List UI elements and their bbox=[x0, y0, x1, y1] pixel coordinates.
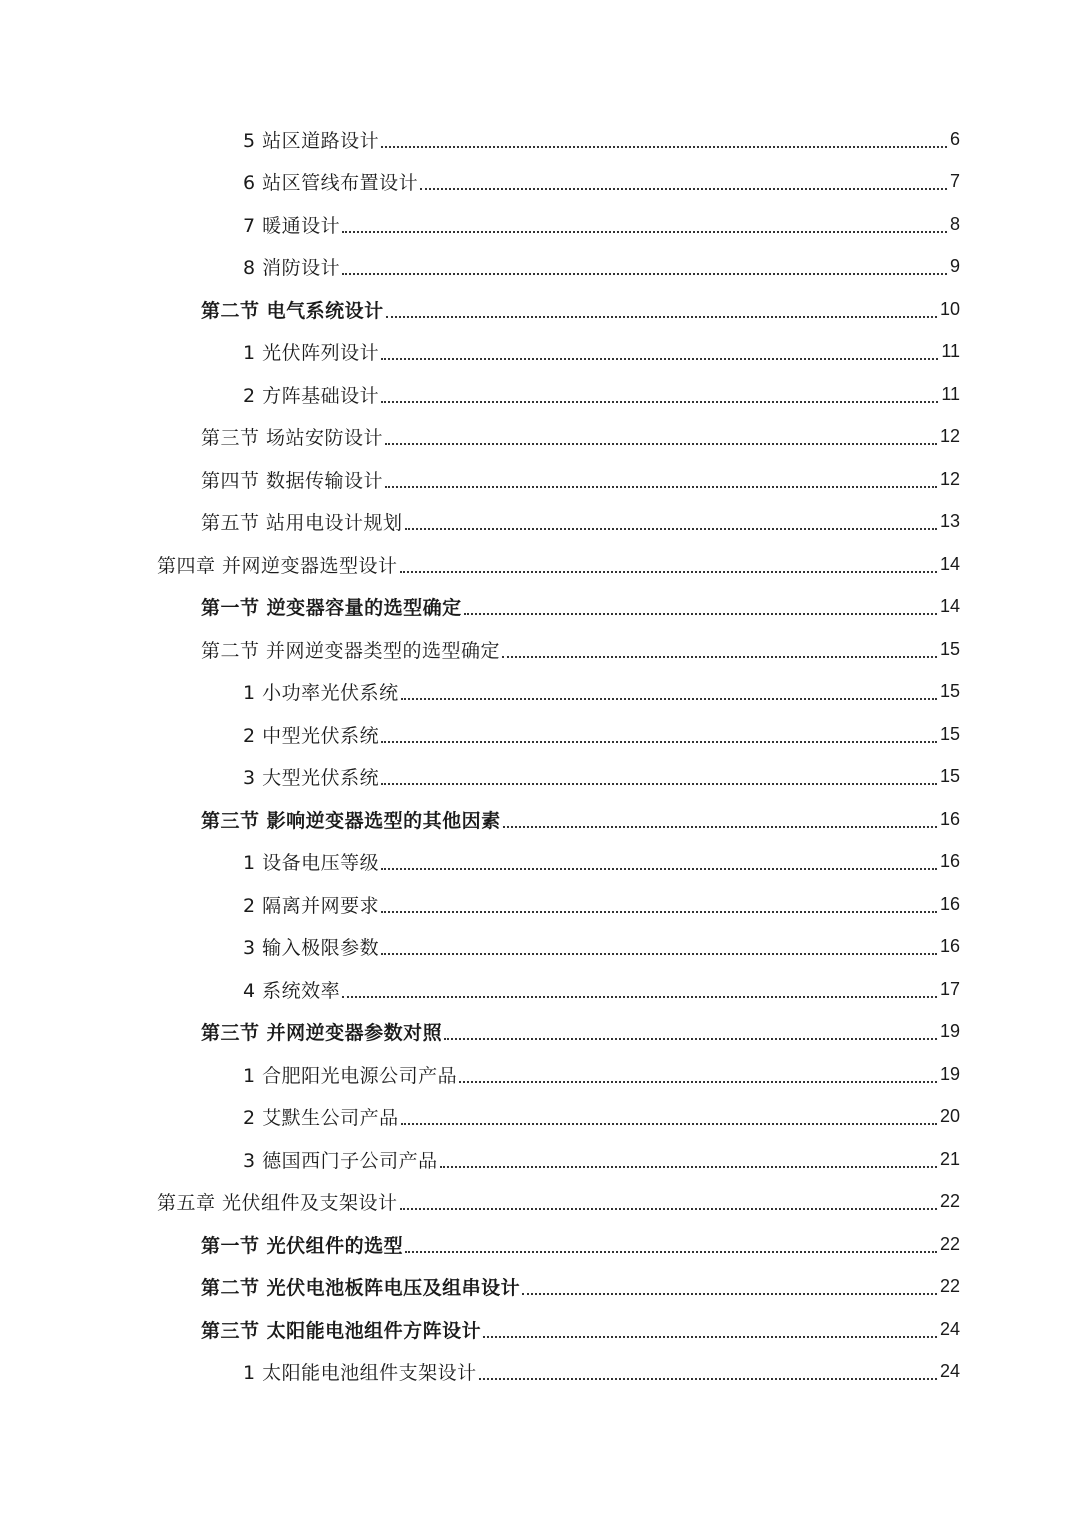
toc-section-entry[interactable] bbox=[0, 1223, 1080, 1266]
toc-dot-leader bbox=[386, 315, 937, 318]
toc-subsection-entry[interactable] bbox=[0, 756, 1080, 799]
toc-entry-title: 第二节 并网逆变器类型的选型确定 bbox=[201, 639, 501, 662]
toc-entry-title: 第一节 逆变器容量的选型确定 bbox=[201, 597, 462, 620]
toc-subsection-entry[interactable] bbox=[0, 161, 1080, 204]
toc-section-entry[interactable] bbox=[0, 288, 1080, 331]
toc-page-number: 16 bbox=[939, 893, 960, 914]
toc-dot-leader bbox=[342, 272, 947, 275]
toc-dot-leader bbox=[342, 230, 947, 233]
toc-subsection-entry[interactable] bbox=[0, 1053, 1080, 1096]
toc-section-entry[interactable] bbox=[0, 1266, 1080, 1309]
toc-entry-title: 8 消防设计 bbox=[243, 257, 341, 280]
toc-entry-title: 2 艾默生公司产品 bbox=[243, 1107, 399, 1130]
toc-page-number: 22 bbox=[939, 1191, 960, 1212]
toc-page-number: 24 bbox=[939, 1361, 960, 1382]
toc-dot-leader bbox=[440, 1165, 937, 1168]
toc-page-number: 9 bbox=[949, 256, 960, 277]
toc-entry-title: 第五章 光伏组件及支架设计 bbox=[157, 1192, 398, 1215]
toc-entry-title: 1 合肥阳光电源公司产品 bbox=[243, 1064, 458, 1087]
toc-entry-title: 第三节 影响逆变器选型的其他因素 bbox=[201, 809, 501, 832]
toc-dot-leader bbox=[381, 400, 938, 403]
toc-page-number: 7 bbox=[949, 171, 960, 192]
toc-page-number: 10 bbox=[939, 298, 960, 319]
toc-subsection-entry[interactable] bbox=[0, 968, 1080, 1011]
toc-page-number: 11 bbox=[941, 383, 960, 404]
toc-chapter-entry[interactable] bbox=[0, 543, 1080, 586]
table-of-contents bbox=[0, 118, 1080, 1393]
toc-dot-leader bbox=[483, 1335, 937, 1338]
toc-subsection-entry[interactable] bbox=[0, 373, 1080, 416]
toc-subsection-entry[interactable] bbox=[0, 671, 1080, 714]
toc-page-number: 22 bbox=[939, 1276, 960, 1297]
toc-dot-leader bbox=[381, 740, 937, 743]
toc-dot-leader bbox=[400, 1207, 937, 1210]
toc-entry-title: 5 站区道路设计 bbox=[243, 129, 380, 152]
toc-entry-title: 第一节 光伏组件的选型 bbox=[201, 1234, 404, 1257]
toc-subsection-entry[interactable] bbox=[0, 713, 1080, 756]
toc-dot-leader bbox=[400, 570, 937, 573]
toc-entry-title: 3 大型光伏系统 bbox=[243, 767, 380, 790]
toc-section-entry[interactable] bbox=[0, 798, 1080, 841]
toc-subsection-entry[interactable] bbox=[0, 331, 1080, 374]
toc-dot-leader bbox=[401, 697, 937, 700]
toc-page-number: 16 bbox=[939, 936, 960, 957]
toc-subsection-entry[interactable] bbox=[0, 841, 1080, 884]
toc-entry-title: 第五节 站用电设计规划 bbox=[201, 512, 403, 535]
toc-section-entry[interactable] bbox=[0, 501, 1080, 544]
toc-page-number: 17 bbox=[939, 978, 960, 999]
toc-page-number: 12 bbox=[939, 468, 960, 489]
toc-subsection-entry[interactable] bbox=[0, 1096, 1080, 1139]
toc-dot-leader bbox=[381, 952, 937, 955]
toc-page-number: 16 bbox=[939, 851, 960, 872]
toc-dot-leader bbox=[381, 867, 937, 870]
toc-entry-title: 3 德国西门子公司产品 bbox=[243, 1149, 438, 1172]
toc-entry-title: 1 小功率光伏系统 bbox=[243, 682, 399, 705]
toc-page-number: 24 bbox=[939, 1318, 960, 1339]
toc-dot-leader bbox=[503, 825, 937, 828]
toc-entry-title: 1 太阳能电池组件支架设计 bbox=[243, 1362, 477, 1385]
toc-entry-title: 3 输入极限参数 bbox=[243, 937, 380, 960]
toc-chapter-entry[interactable] bbox=[0, 1181, 1080, 1224]
toc-section-entry[interactable] bbox=[0, 458, 1080, 501]
toc-subsection-entry[interactable] bbox=[0, 1138, 1080, 1181]
toc-subsection-entry[interactable] bbox=[0, 246, 1080, 289]
toc-entry-title: 第二节 电气系统设计 bbox=[201, 299, 384, 322]
toc-subsection-entry[interactable] bbox=[0, 926, 1080, 969]
toc-section-entry[interactable] bbox=[0, 628, 1080, 671]
toc-page-number: 6 bbox=[949, 128, 960, 149]
toc-section-entry[interactable] bbox=[0, 416, 1080, 459]
toc-page-number: 11 bbox=[941, 341, 960, 362]
toc-entry-title: 第三节 场站安防设计 bbox=[201, 427, 384, 450]
toc-entry-title: 1 光伏阵列设计 bbox=[243, 342, 380, 365]
toc-dot-leader bbox=[464, 612, 937, 615]
toc-entry-title: 第三节 太阳能电池组件方阵设计 bbox=[201, 1319, 482, 1342]
toc-page-number: 16 bbox=[939, 808, 960, 829]
toc-dot-leader bbox=[381, 782, 937, 785]
toc-dot-leader bbox=[502, 655, 937, 658]
toc-subsection-entry[interactable] bbox=[0, 883, 1080, 926]
toc-dot-leader bbox=[479, 1377, 937, 1380]
toc-page-number: 15 bbox=[939, 723, 960, 744]
toc-dot-leader bbox=[405, 527, 937, 530]
toc-dot-leader bbox=[381, 910, 937, 913]
toc-subsection-entry[interactable] bbox=[0, 203, 1080, 246]
toc-page-number: 21 bbox=[939, 1148, 960, 1169]
toc-dot-leader bbox=[444, 1037, 937, 1040]
toc-page-number: 12 bbox=[939, 426, 960, 447]
toc-page-number: 8 bbox=[949, 213, 960, 234]
toc-subsection-entry[interactable] bbox=[0, 118, 1080, 161]
toc-dot-leader bbox=[381, 357, 938, 360]
toc-dot-leader bbox=[385, 442, 937, 445]
toc-entry-title: 2 方阵基础设计 bbox=[243, 384, 380, 407]
toc-entry-title: 第二节 光伏电池板阵电压及组串设计 bbox=[201, 1277, 521, 1300]
toc-section-entry[interactable] bbox=[0, 586, 1080, 629]
toc-page-number: 19 bbox=[939, 1021, 960, 1042]
toc-dot-leader bbox=[342, 995, 937, 998]
toc-entry-title: 2 中型光伏系统 bbox=[243, 724, 380, 747]
toc-dot-leader bbox=[401, 1122, 937, 1125]
toc-entry-title: 7 暖通设计 bbox=[243, 214, 341, 237]
toc-entry-title: 2 隔离并网要求 bbox=[243, 894, 380, 917]
toc-entry-title: 1 设备电压等级 bbox=[243, 852, 380, 875]
toc-entry-title: 第四章 并网逆变器选型设计 bbox=[157, 554, 398, 577]
toc-dot-leader bbox=[405, 1250, 937, 1253]
toc-entry-title: 6 站区管线布置设计 bbox=[243, 172, 419, 195]
toc-page-number: 14 bbox=[939, 596, 960, 617]
toc-subsection-entry[interactable] bbox=[0, 1351, 1080, 1394]
toc-dot-leader bbox=[385, 485, 937, 488]
toc-dot-leader bbox=[381, 145, 947, 148]
toc-dot-leader bbox=[459, 1080, 937, 1083]
toc-dot-leader bbox=[420, 187, 947, 190]
toc-entry-title: 第三节 并网逆变器参数对照 bbox=[201, 1022, 443, 1045]
toc-section-entry[interactable] bbox=[0, 1011, 1080, 1054]
toc-dot-leader bbox=[522, 1292, 937, 1295]
toc-page-number: 15 bbox=[939, 766, 960, 787]
toc-page-number: 19 bbox=[939, 1063, 960, 1084]
toc-page-number: 14 bbox=[939, 553, 960, 574]
toc-page-number: 22 bbox=[939, 1233, 960, 1254]
toc-page-number: 13 bbox=[939, 511, 960, 532]
toc-entry-title: 4 系统效率 bbox=[243, 979, 341, 1002]
toc-page-number: 15 bbox=[939, 681, 960, 702]
toc-page-number: 20 bbox=[939, 1106, 960, 1127]
toc-entry-title: 第四节 数据传输设计 bbox=[201, 469, 384, 492]
toc-section-entry[interactable] bbox=[0, 1308, 1080, 1351]
toc-page-number: 15 bbox=[939, 638, 960, 659]
